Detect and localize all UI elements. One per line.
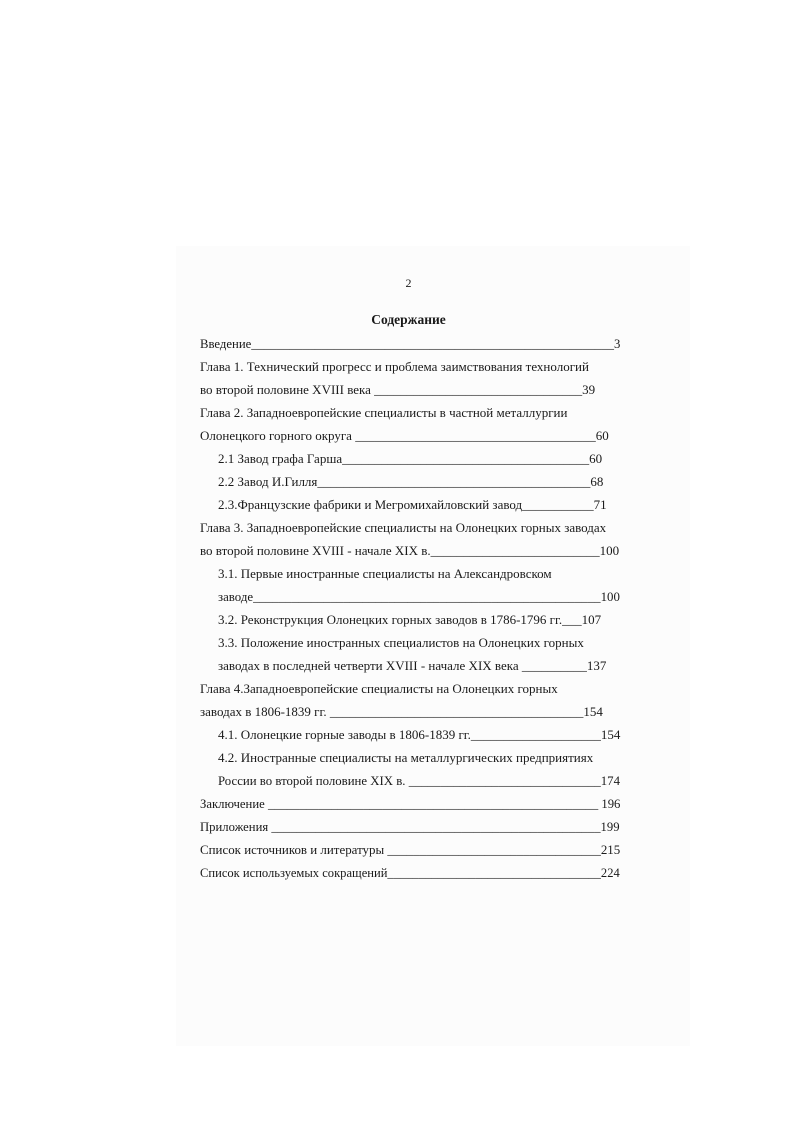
toc-line-text: во второй половине XVIII - начале XIX в.__________________________100 xyxy=(200,543,620,558)
toc-line-text: Список используемых сокращений__________________________________224 xyxy=(200,865,620,880)
toc-line xyxy=(200,585,620,608)
toc-line xyxy=(200,562,620,585)
toc-line-text: заводах в последней четверти XVIII - начале XIX века __________137 xyxy=(218,658,607,673)
toc-line-text: Глава 3. Западноевропейские специалисты на Олонецких горных заводах xyxy=(200,520,607,535)
toc-line xyxy=(200,424,620,447)
toc-line xyxy=(200,608,620,631)
toc-line-text: Глава 2. Западноевропейские специалисты в частной металлургии xyxy=(200,405,568,420)
table-of-contents xyxy=(200,332,620,884)
toc-line-text: 3.2. Реконструкция Олонецких горных заводов в 1786-1796 гг.___107 xyxy=(218,612,602,627)
toc-line-text: во второй половине XVIII века ________________________________39 xyxy=(200,382,596,397)
toc-line xyxy=(200,332,620,355)
toc-line xyxy=(200,401,620,424)
toc-line-text: 2.2 Завод И.Гилля__________________________________________68 xyxy=(218,474,604,489)
page-number: 2 xyxy=(405,276,412,290)
toc-line xyxy=(200,355,620,378)
toc-line xyxy=(200,838,620,861)
toc-line-text: заводе______________________________________________________100 xyxy=(218,589,620,604)
toc-line xyxy=(200,769,620,792)
toc-line-text: Введение_________________________________________________________3 xyxy=(200,336,621,351)
toc-line xyxy=(200,516,620,539)
toc-line xyxy=(200,470,620,493)
toc-line xyxy=(200,539,620,562)
toc-line-text: России во второй половине XIX в. ______________________________174 xyxy=(218,773,620,788)
toc-line xyxy=(200,654,620,677)
toc-line xyxy=(200,746,620,769)
toc-line-text: Заключение ____________________________________________________ 196 xyxy=(200,796,621,811)
toc-line xyxy=(200,677,620,700)
toc-line-text: Приложения ____________________________________________________199 xyxy=(200,819,620,834)
toc-line-text: 3.1. Первые иностранные специалисты на Александровском xyxy=(218,566,552,581)
toc-line xyxy=(200,815,620,838)
toc-line xyxy=(200,378,620,401)
toc-line-text: Глава 4.Западноевропейские специалисты на Олонецких горных xyxy=(200,681,558,696)
toc-line xyxy=(200,447,620,470)
toc-line-text: Олонецкого горного округа _____________________________________60 xyxy=(200,428,609,443)
toc-line-text: заводах в 1806-1839 гг. _______________________________________154 xyxy=(200,704,603,719)
toc-line xyxy=(200,861,620,884)
toc-line-text: 2.1 Завод графа Гарша______________________________________60 xyxy=(218,451,603,466)
toc-line-text: 3.3. Положение иностранных специалистов на Олонецких горных xyxy=(218,635,584,650)
toc-line-text: 2.3.Французские фабрики и Мегромихайловский завод___________71 xyxy=(218,497,607,512)
toc-line xyxy=(200,631,620,654)
toc-line-text: Список источников и литературы _________________________________215 xyxy=(200,842,621,857)
toc-line xyxy=(200,700,620,723)
toc-line xyxy=(200,493,620,516)
toc-line-text: Глава 1. Технический прогресс и проблема заимствования технологий xyxy=(200,359,589,374)
page-title: Содержание xyxy=(371,312,446,327)
toc-line xyxy=(200,792,620,815)
toc-line xyxy=(200,723,620,746)
toc-line-text: 4.1. Олонецкие горные заводы в 1806-1839 гг.____________________154 xyxy=(218,727,621,742)
toc-line-text: 4.2. Иностранные специалисты на металлургических предприятиях xyxy=(218,750,594,765)
